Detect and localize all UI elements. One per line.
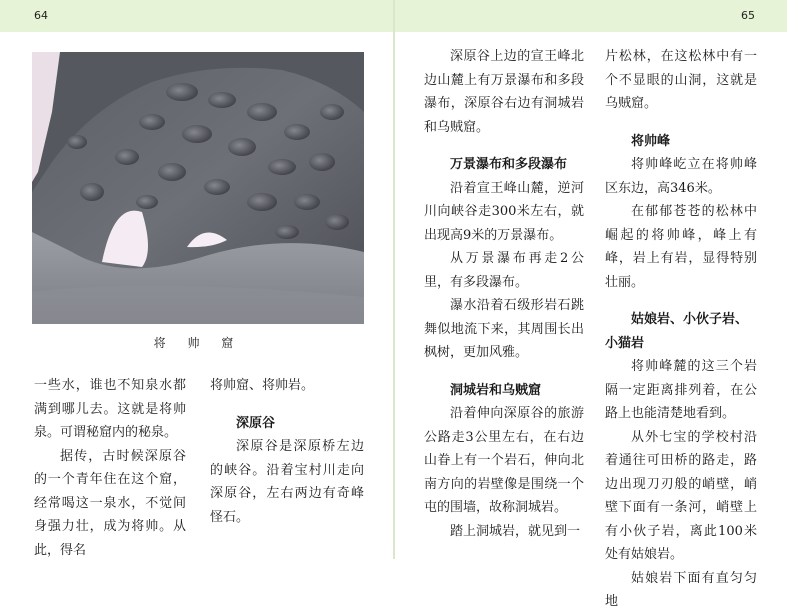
paragraph: 姑娘岩下面有直匀匀地 — [605, 570, 757, 609]
paragraph: 将帅峰麓的这三个岩隔一定距离排列着，在公路上也能清楚地看到。 — [605, 359, 757, 421]
paragraph: 据传，古时候深原谷的一个青年住在这个窟，经常喝这一泉水，不觉间身强力壮，成为将帅。从此，得名 — [34, 448, 186, 558]
right-page-column-1 — [424, 45, 584, 543]
paragraph: 沿着宣王峰山麓，逆河川向峡谷走300米左右，就出现高9米的万景瀑布。 — [424, 180, 584, 243]
paragraph: 将帅窟、将帅岩。 — [210, 378, 315, 393]
paragraph: 深原谷是深原桥左边的峡谷。沿着宝村川走向深原谷，左右两边有奇峰怪石。 — [210, 439, 364, 525]
paragraph: 从万景瀑布再走2公里，有多段瀑布。 — [424, 251, 584, 290]
paragraph: 在郁郁苍苍的松林中崛起的将帅峰，峰上有峰，岩上有岩，显得特别壮丽。 — [605, 204, 757, 290]
section-heading: 万景瀑布和多段瀑布 — [450, 157, 568, 172]
paragraph: 从外七宝的学校村沿着通往可田桥的路走，路边出现刀刃般的峭壁，峭壁下面有一条河，峭壁上有小伙子岩，离此100米处有姑娘岩。 — [605, 429, 757, 562]
cave-photo — [32, 52, 364, 324]
paragraph: 片松林，在这松林中有一个不显眼的山洞，这就是乌贼窟。 — [605, 49, 757, 111]
paragraph: 一些水，谁也不知泉水都满到哪儿去。这就是将帅泉。可谓秘窟内的秘泉。 — [34, 378, 186, 440]
section-heading: 深原谷 — [236, 415, 276, 431]
left-page-header — [0, 0, 393, 32]
page-gutter — [393, 0, 395, 559]
section-heading: 洞城岩和乌贼窟 — [450, 382, 542, 398]
section-heading: 姑娘岩、小伙子岩、小猫岩 — [605, 312, 749, 351]
right-page-number: 65 — [741, 9, 755, 22]
left-page-number: 64 — [34, 9, 48, 22]
left-page-column-1 — [34, 374, 186, 562]
paragraph: 将帅峰屹立在将帅峰区东边，高346米。 — [605, 157, 757, 196]
paragraph: 深原谷上边的宣王峰北边山麓上有万景瀑布和多段瀑布，深原谷右边有洞城岩和乌贼窟。 — [424, 49, 584, 135]
section-heading: 将帅峰 — [631, 133, 671, 149]
right-page-column-2 — [605, 45, 757, 614]
left-page-column-2 — [210, 374, 364, 529]
right-page-header — [395, 0, 787, 32]
paragraph: 沿着伸向深原谷的旅游公路走3公里左右，在右边山眷上有一个岩石，伸向北南方向的岩壁像是围绕一个屯的围墙，故称洞城岩。 — [424, 406, 584, 515]
paragraph: 瀑水沿着石级形岩石跳舞似地流下来，其周围长出枫树，更加风雅。 — [424, 298, 584, 360]
paragraph: 踏上洞城岩，就见到一 — [450, 523, 581, 539]
photo-caption: 将 帅 窟 — [153, 336, 243, 350]
